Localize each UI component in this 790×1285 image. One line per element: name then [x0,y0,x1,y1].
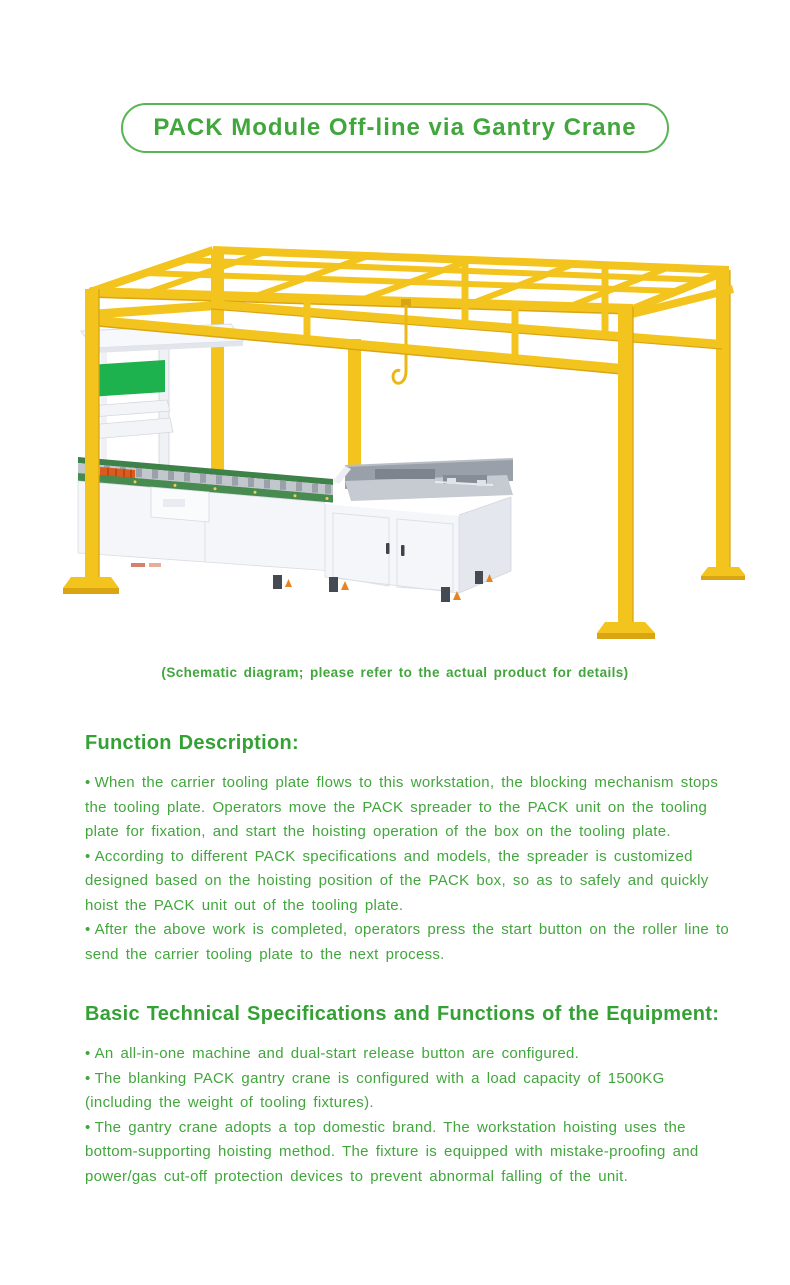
bullet-icon: • [85,1045,91,1062]
gantry-middle-leg [348,339,361,465]
content-area [0,732,790,1189]
bullet-list [85,1042,733,1189]
page-title: PACK Module Off-line via Gantry Crane [121,103,668,153]
leveling-foot [441,587,450,602]
list-item: • An all-in-one machine and dual-start release button are configured. [85,1045,580,1062]
gantry-leg [618,307,633,629]
machine-cabinet [325,459,513,602]
page-header [0,0,790,153]
door-handle [386,543,390,554]
warning-label [131,563,145,567]
control-box [151,487,209,522]
section-heading: Function Description: [85,732,299,754]
gantry-crane-illustration [45,219,745,659]
list-item: • The gantry crane adopts a top domestic brand. The workstation hoisting uses the bottom-supporting hoisting method. The fixture is equipped with mistake-proofing and power/gas cut-off protection devices to prevent abnormal falling of the unit. [85,1118,699,1185]
gantry-leg [85,289,99,579]
bullet-icon: • [85,847,91,865]
bullet-icon: • [85,921,91,938]
crane-hook [393,299,411,383]
bullet-icon: • [85,1118,91,1136]
warning-label [149,563,161,567]
figure-caption: (Schematic diagram; please refer to the actual product for details) [161,665,629,680]
section-technical-specifications [85,1003,733,1189]
list-item: • After the above work is completed, operators press the start button on the roller line to send the carrier tooling plate to the next process. [85,921,730,963]
roller-line-conveyor [78,457,333,589]
list-item: • The blanking PACK gantry crane is configured with a load capacity of 1500KG (including the weight of tooling fixtures). [85,1069,665,1111]
leveling-foot [329,577,338,592]
bullet-icon: • [85,774,91,791]
bullet-list [85,771,733,967]
list-item: • When the carrier tooling plate flows to this workstation, the blocking mechanism stops the tooling plate. Operators move the PACK spreader to the PACK unit on the tooling plate for fixation, and start the hoisting operation of the box on the tooling plate. [85,774,719,840]
bullet-icon: • [85,1069,91,1087]
list-item: • According to different PACK specifications and models, the spreader is customized designed based on the hoisting position of the PACK box, so as to safely and quickly hoist the PACK unit out of the tooling plate. [85,847,709,914]
leveling-foot [273,575,282,589]
section-function-description [85,732,733,967]
section-heading: Basic Technical Specifications and Functions of the Equipment: [85,1003,720,1025]
shelf-green-panel [89,360,165,397]
leveling-foot [475,571,483,584]
schematic-figure [0,219,790,680]
door-handle [401,545,405,556]
